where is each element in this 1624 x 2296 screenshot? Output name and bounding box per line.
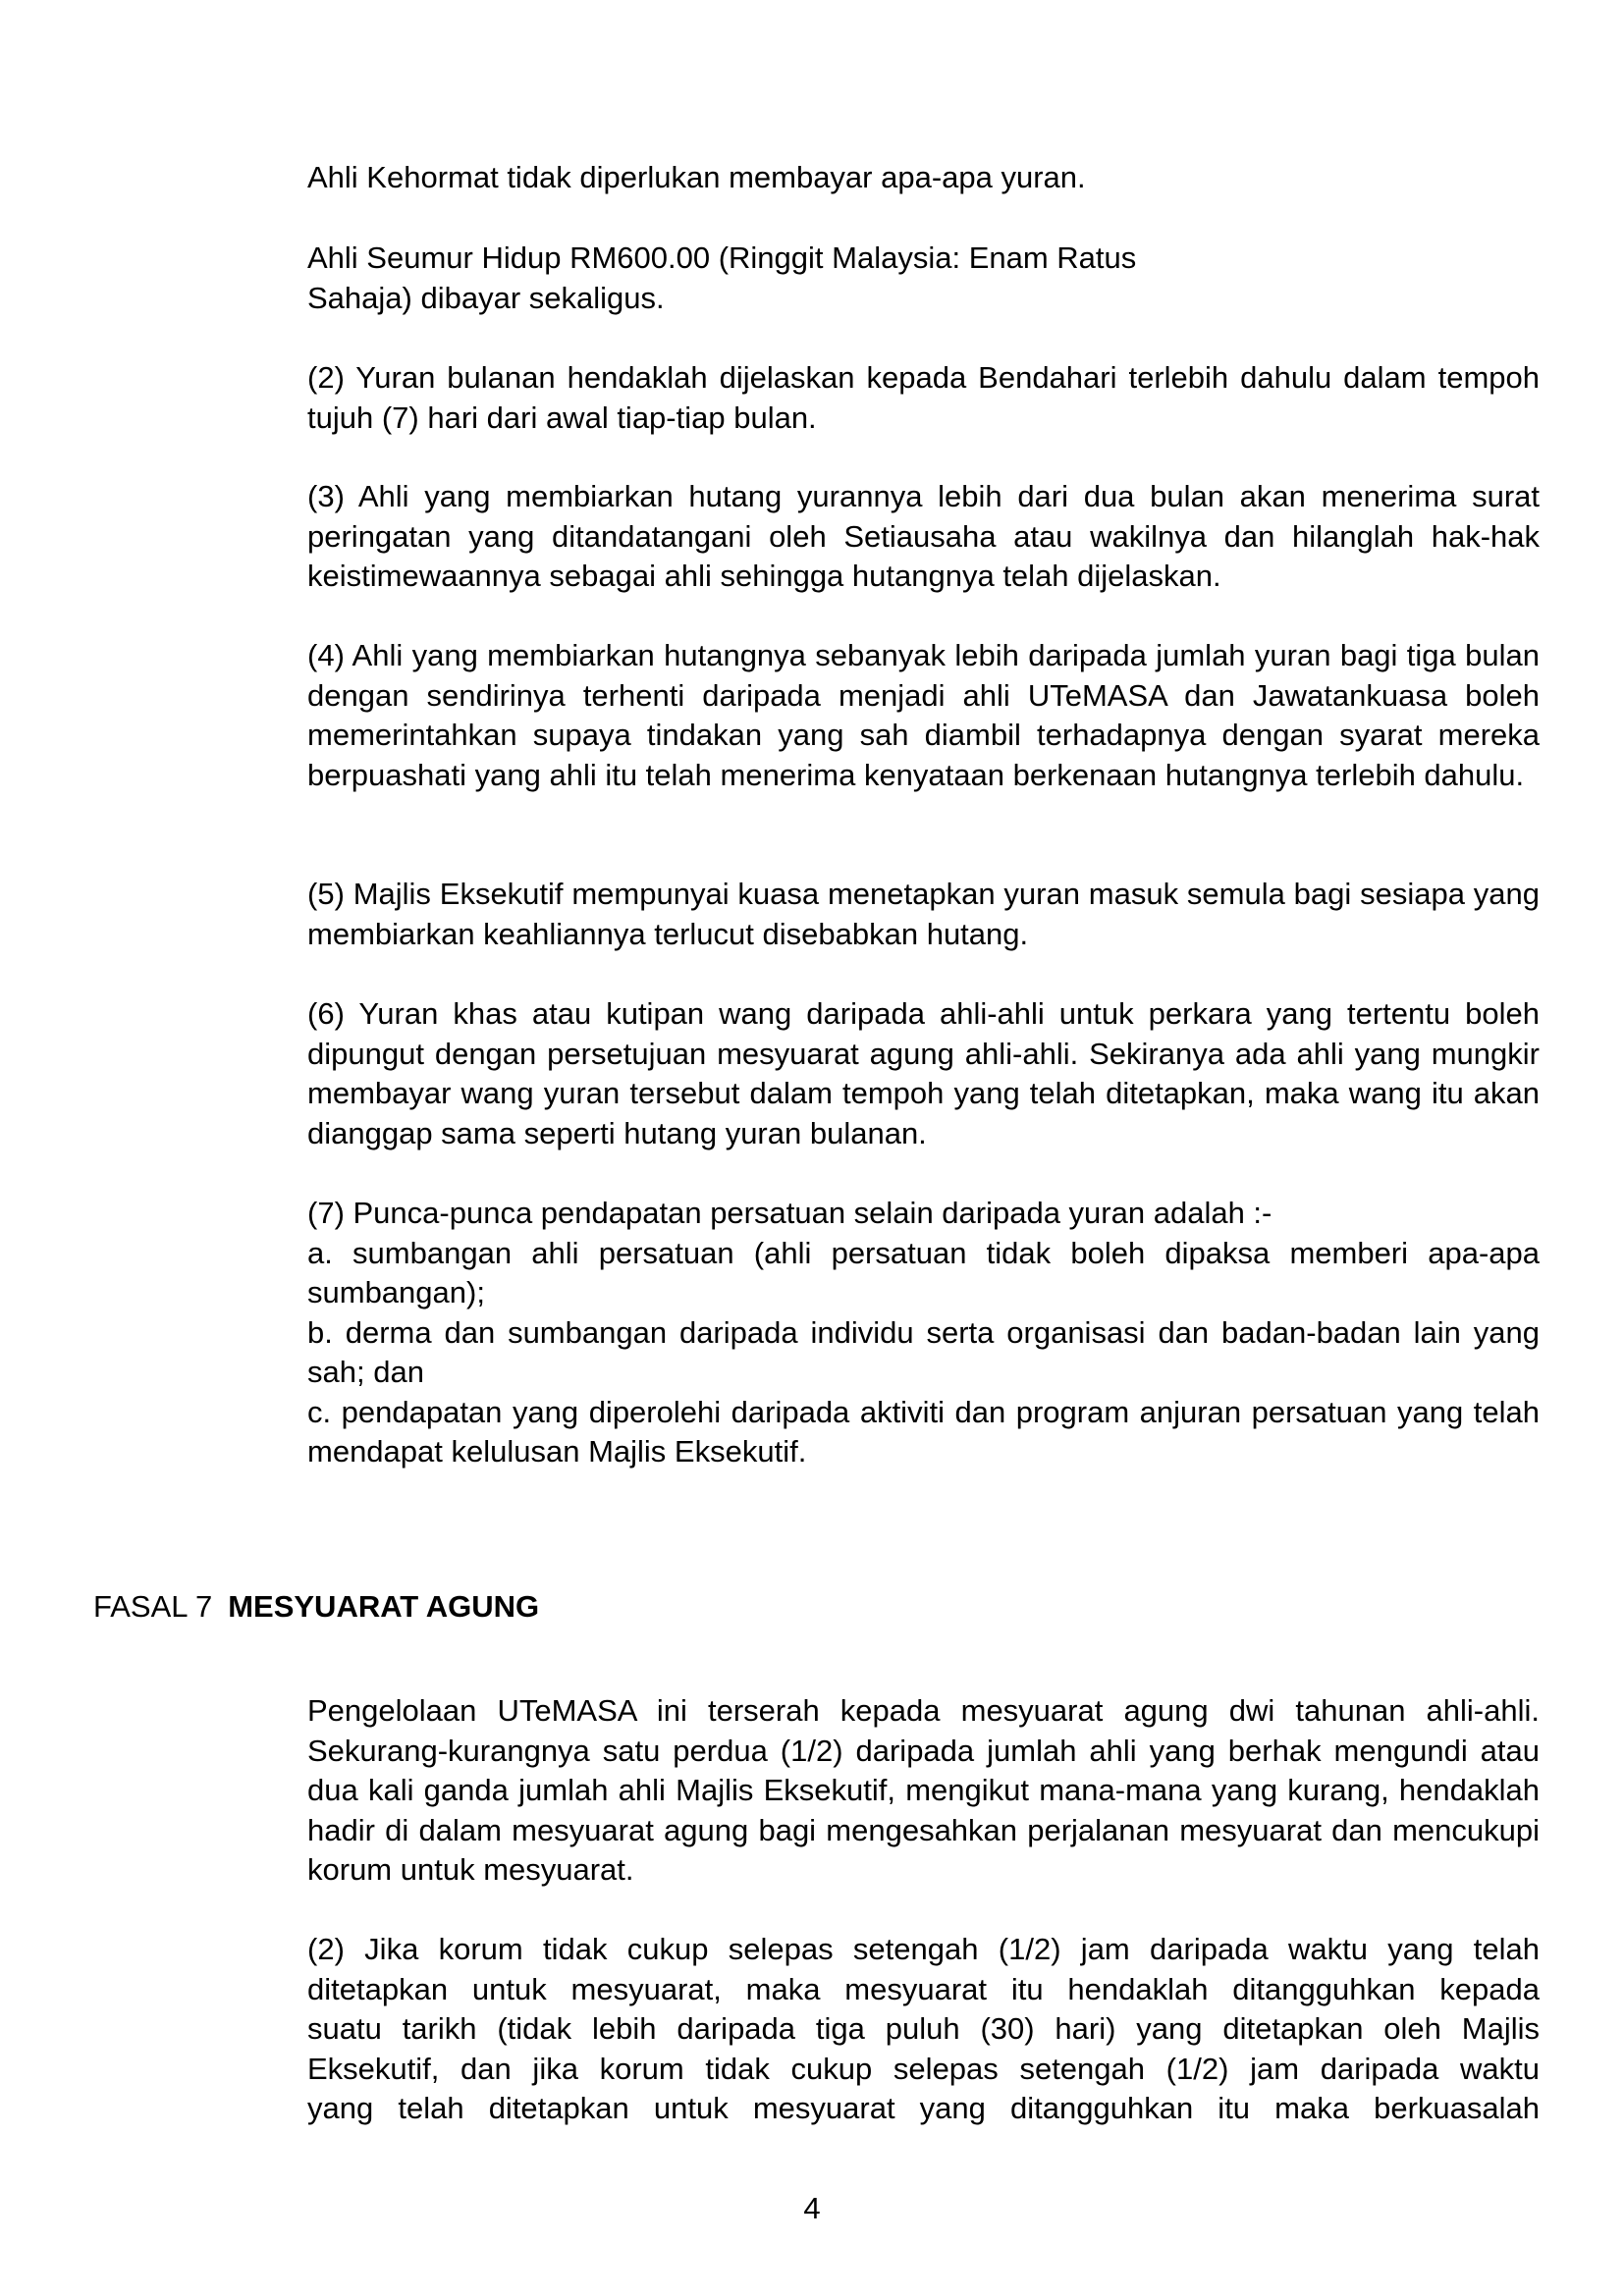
clause-2-line: (2) Jika korum tidak cukup selepas setengah (1/2) jam daripada waktu yang telah <box>307 1932 1540 1966</box>
lifetime-member-fee <box>307 239 1540 318</box>
fee-clause-5: (5) Majlis Eksekutif mempunyai kuasa menetapkan yuran masuk semula bagi sesiapa yang membiarkan keahliannya terlucut disebabkan hutang. <box>307 877 1540 951</box>
income-source-a: a. sumbangan ahli persatuan (ahli persatuan tidak boleh dipaksa memberi apa-apa sumbangan); <box>307 1235 1540 1309</box>
general-meeting-clause-1: Pengelolaan UTeMASA ini terserah kepada mesyuarat agung dwi tahunan ahli-ahli. Sekurang-kurangnya satu perdua (1/2) daripada jumlah ahli yang berhak mengundi atau dua kali ganda jumlah ahli Majlis Eksekutif, mengikut mana-mana yang kurang, hendaklah hadir di dalam mesyuarat agung bagi mengesahkan perjalanan mesyuarat dan mencukupi korum untuk mesyuarat. <box>307 1693 1540 1887</box>
section-heading <box>93 1587 539 1628</box>
clause-2-line: Eksekutif, dan jika korum tidak cukup selepas setengah (1/2) jam daripada waktu <box>307 2051 1540 2086</box>
honorary-member-fee: Ahli Kehormat tidak diperlukan membayar apa-apa yuran. <box>307 160 1086 194</box>
income-source-b: b. derma dan sumbangan daripada individu serta organisasi dan badan-badan lain yang sah; dan <box>307 1314 1540 1389</box>
fee-clause-2: (2) Yuran bulanan hendaklah dijelaskan kepada Bendahari terlebih dahulu dalam tempoh tujuh (7) hari dari awal tiap-tiap bulan. <box>307 360 1540 435</box>
page-number: 4 <box>803 2191 821 2225</box>
lifetime-fee-line-2: Sahaja) dibayar sekaligus. <box>307 280 665 315</box>
lifetime-fee-line-1: Ahli Seumur Hidup RM600.00 (Ringgit Malaysia: Enam Ratus <box>307 240 1137 275</box>
fee-clause-4: (4) Ahli yang membiarkan hutangnya sebanyak lebih daripada jumlah yuran bagi tiga bulan dengan sendirinya terhenti daripada menjadi ahli UTeMASA dan Jawatankuasa boleh memerintahkan supaya tindakan yang sah diambil terhadapnya dengan syarat mereka berpuashati yang ahli itu telah menerima kenyataan berkenaan hutangnya terlebih dahulu. <box>307 638 1540 792</box>
general-meeting-clause-2 <box>307 1930 1540 2129</box>
income-sources-clause-7 <box>307 1194 1540 1472</box>
clause-2-line: suatu tarikh (tidak lebih daripada tiga puluh (30) hari) yang ditetapkan oleh Majlis <box>307 2011 1540 2046</box>
section-number: FASAL 7 <box>93 1589 213 1624</box>
income-sources-intro: (7) Punca-punca pendapatan persatuan selain daripada yuran adalah :- <box>307 1196 1272 1230</box>
section-title: MESYUARAT AGUNG <box>228 1589 540 1624</box>
fee-clause-6: (6) Yuran khas atau kutipan wang daripada ahli-ahli untuk perkara yang tertentu boleh dipungut dengan persetujuan mesyuarat agung ahli-ahli. Sekiranya ada ahli yang mungkir membayar wang yuran tersebut dalam tempoh yang telah ditetapkan, maka wang itu akan dianggap sama seperti hutang yuran bulanan. <box>307 996 1540 1150</box>
income-source-c: c. pendapatan yang diperolehi daripada aktiviti dan program anjuran persatuan yang telah mendapat kelulusan Majlis Eksekutif. <box>307 1394 1540 1468</box>
clause-2-line: yang telah ditetapkan untuk mesyuarat yang ditangguhkan itu maka berkuasalah <box>307 2091 1540 2125</box>
fee-clause-3: (3) Ahli yang membiarkan hutang yurannya lebih dari dua bulan akan menerima surat peringatan yang ditandatangani oleh Setiausaha atau wakilnya dan hilanglah hak-hak keistimewaannya sebagai ahli sehingga hutangnya telah dijelaskan. <box>307 479 1540 593</box>
clause-2-line: ditetapkan untuk mesyuarat, maka mesyuarat itu hendaklah ditangguhkan kepada <box>307 1971 1540 2006</box>
